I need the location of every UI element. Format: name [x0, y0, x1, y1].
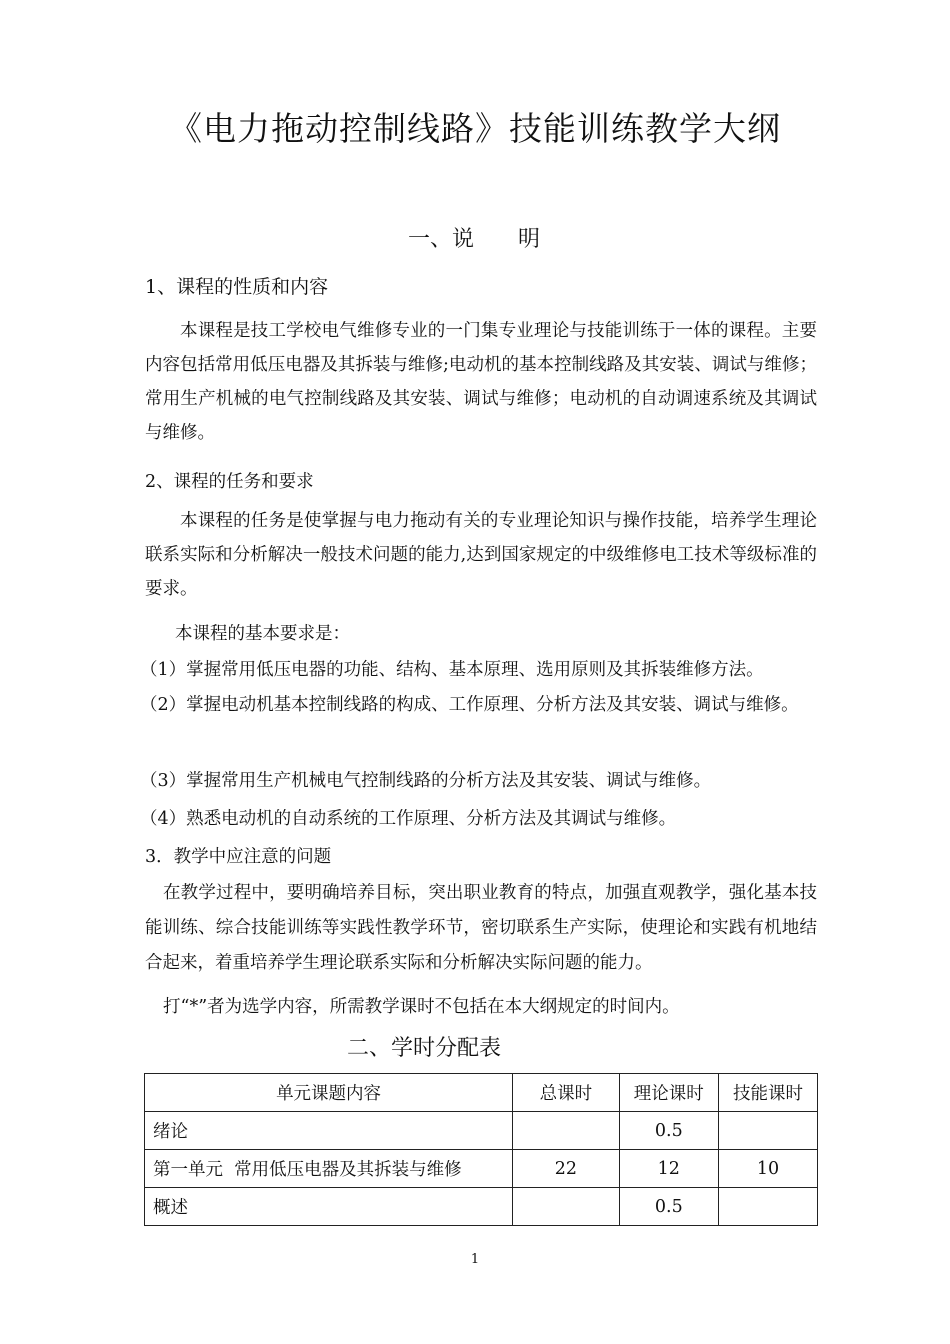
- cell-theory: 12: [619, 1150, 718, 1188]
- requirements-intro: 本课程的基本要求是：: [175, 624, 350, 644]
- section-heading-hours: 二、学时分配表: [347, 1036, 502, 1061]
- column-header-theory: 理论课时: [619, 1074, 718, 1112]
- cell-total: [513, 1112, 619, 1150]
- cell-total: 22: [513, 1150, 619, 1188]
- section-heading-left: 一、说: [408, 227, 475, 252]
- hours-allocation-table: [144, 1073, 818, 1226]
- requirement-item-4: （4）熟悉电动机的自动系统的工作原理、分析方法及其调试与维修。: [140, 809, 677, 829]
- cell-theory: 0.5: [619, 1112, 718, 1150]
- section-heading-explanation: [408, 222, 540, 253]
- table-row: [145, 1188, 818, 1226]
- section-heading-right: 明: [518, 227, 541, 252]
- paragraph-course-nature: 本课程是技工学校电气维修专业的一门集专业理论与技能训练于一体的课程。主要内容包括常用低压电器及其拆装与维修;电动机的基本控制线路及其安装、调试与维修；常用生产机械的电气控制线路及其安装、调试与维修；电动机的自动调速系统及其调试与维修。: [145, 321, 817, 443]
- paragraph-teaching-notes: 在教学过程中，要明确培养目标，突出职业教育的特点，加强直观教学，强化基本技能训练、综合技能训练等实践性教学环节，密切联系生产实际，使理论和实践有机地结合起来，着重培养学生理论联系实际和分析解决实际问题的能力。: [145, 883, 817, 973]
- subheading-course-nature: 1、课程的性质和内容: [145, 276, 329, 298]
- table-row: [145, 1150, 818, 1188]
- optional-content-note: 打“*”者为选学内容，所需教学课时不包括在本大纲规定的时间内。: [163, 997, 680, 1017]
- cell-skill: [718, 1188, 817, 1226]
- cell-unit: 概述: [145, 1188, 513, 1226]
- subheading-course-tasks: 2、课程的任务和要求: [145, 472, 314, 492]
- cell-unit: 绪论: [145, 1112, 513, 1150]
- page-number: 1: [470, 1252, 480, 1267]
- cell-unit: 第一单元 常用低压电器及其拆装与维修: [145, 1150, 513, 1188]
- cell-total: [513, 1188, 619, 1226]
- requirement-item-2: （2）掌握电动机基本控制线路的构成、工作原理、分析方法及其安装、调试与维修。: [140, 695, 799, 715]
- requirement-item-3: （3）掌握常用生产机械电气控制线路的分析方法及其安装、调试与维修。: [140, 771, 712, 791]
- paragraph-course-tasks: 本课程的任务是使掌握与电力拖动有关的专业理论知识与操作技能，培养学生理论联系实际和分析解决一般技术问题的能力,达到国家规定的中级维修电工技术等级标准的要求。: [145, 511, 817, 599]
- column-header-unit: 单元课题内容: [145, 1074, 513, 1112]
- cell-skill: [718, 1112, 817, 1150]
- table-row: [145, 1112, 818, 1150]
- subheading-teaching-notes: 3．教学中应注意的问题: [145, 847, 332, 867]
- requirement-item-1: （1）掌握常用低压电器的功能、结构、基本原理、选用原则及其拆装维修方法。: [140, 660, 764, 680]
- cell-skill: 10: [718, 1150, 817, 1188]
- column-header-total: 总课时: [513, 1074, 619, 1112]
- column-header-skill: 技能课时: [718, 1074, 817, 1112]
- cell-theory: 0.5: [619, 1188, 718, 1226]
- table-header-row: [145, 1074, 818, 1112]
- page-title: 《电力拖动控制线路》技能训练教学大纲: [169, 109, 781, 148]
